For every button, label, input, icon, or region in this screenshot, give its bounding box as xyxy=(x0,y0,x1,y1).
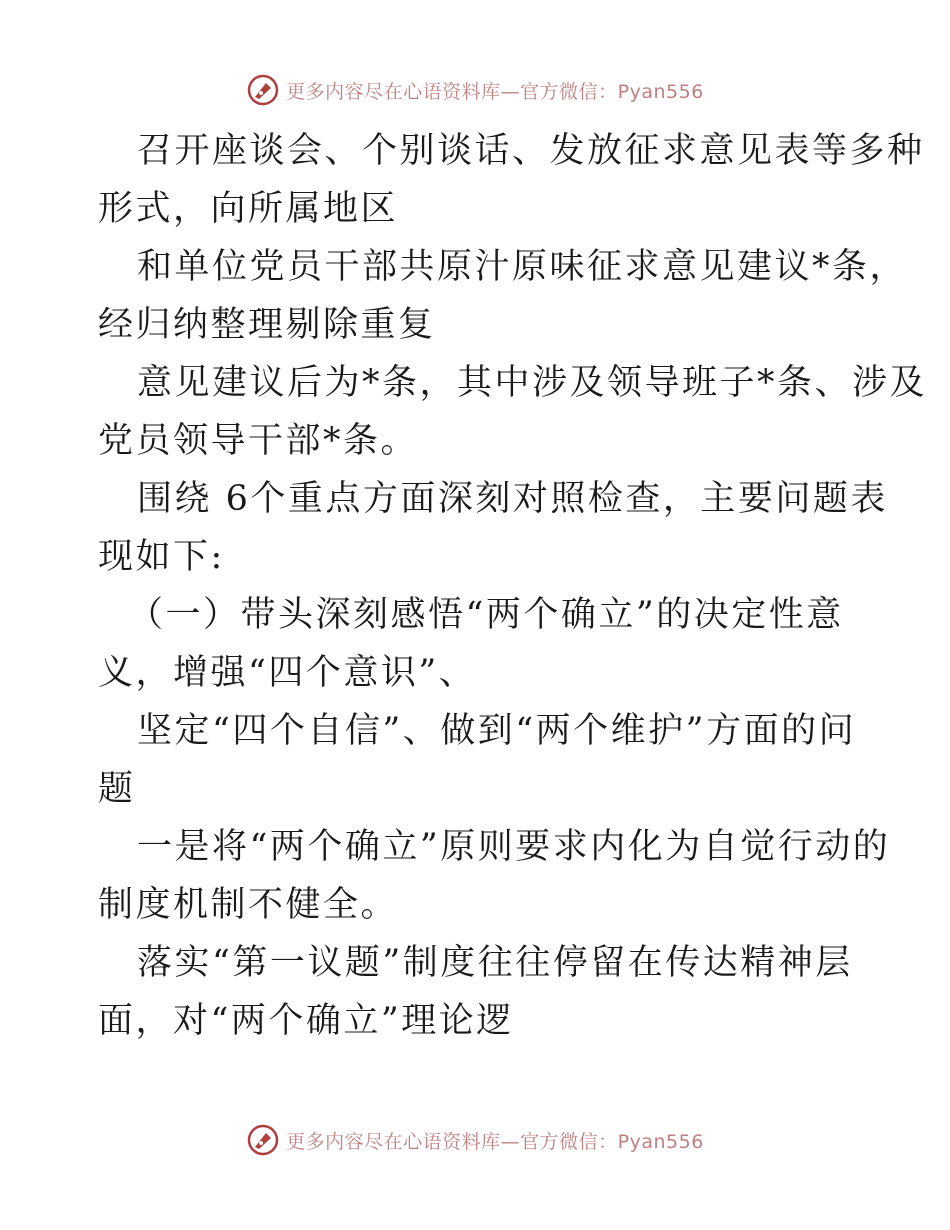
text-line: 意见建议后为*条，其中涉及领导班子*条、涉及 xyxy=(137,363,928,403)
text-line: 题 xyxy=(98,769,136,809)
text-line: 制度机制不健全。 xyxy=(98,885,399,925)
pen-nib-logo-icon xyxy=(246,1123,280,1157)
footer-watermark-banner xyxy=(0,1120,950,1160)
watermark-text: 更多内容尽在心语资料库—官方微信：Pyan556 xyxy=(286,1130,704,1153)
text-line: 坚定“四个自信”、做到“两个维护”方面的问 xyxy=(137,711,857,751)
text-line: 现如下: xyxy=(98,537,225,577)
section-heading: （一）带头深刻感悟“两个确立”的决定性意 xyxy=(128,595,844,635)
text-line: 和单位党员干部共原汁原味征求意见建议*条， xyxy=(137,247,908,287)
text-line: 经归纳整理剔除重复 xyxy=(98,305,436,345)
text-line: 面，对“两个确立”理论逻 xyxy=(98,1001,514,1041)
text-line: 义，增强“四个意识”、 xyxy=(98,653,477,693)
text-line: 围绕 6个重点方面深刻对照检查，主要问题表 xyxy=(137,479,888,519)
text-line: 党员领导干部*条。 xyxy=(98,421,419,461)
pen-nib-logo-icon xyxy=(246,73,280,107)
text-line: 一是将“两个确立”原则要求内化为自觉行动的 xyxy=(137,827,891,867)
header-watermark-banner xyxy=(0,70,950,110)
text-line: 召开座谈会、个别谈话、发放征求意见表等多种 xyxy=(137,131,925,171)
text-line: 形式，向所属地区 xyxy=(98,189,399,229)
text-line: 落实“第一议题”制度往往停留在传达精神层 xyxy=(137,943,853,983)
watermark-text: 更多内容尽在心语资料库—官方微信：Pyan556 xyxy=(286,80,704,103)
